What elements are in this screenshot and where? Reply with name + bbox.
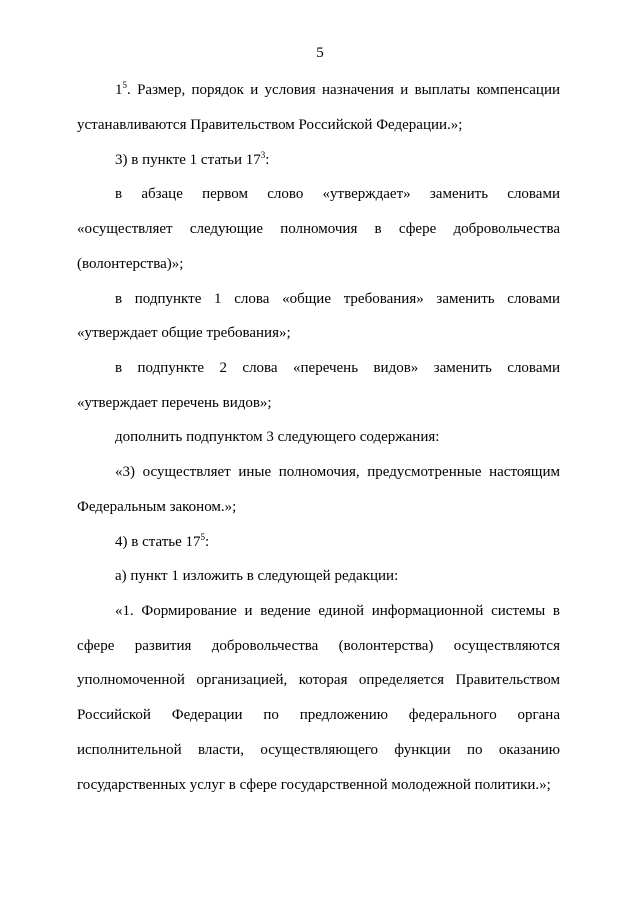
paragraph-line <box>115 185 560 203</box>
paragraph-line <box>77 324 560 342</box>
paragraph-line <box>115 463 560 481</box>
page-number: 5 <box>316 45 324 61</box>
line-text: Федеральным законом.»; <box>77 499 237 515</box>
line-text: а) пункт 1 изложить в следующей редакции: <box>115 568 399 584</box>
line-text: в абзаце первом слово «утверждает» заменить словами <box>115 186 560 202</box>
line-text: : <box>205 534 210 550</box>
line-text: «1. Формирование и ведение единой информационной системы в <box>115 603 560 619</box>
paragraph-line <box>115 151 560 169</box>
superscript: 5 <box>200 532 206 542</box>
line-text: «утверждает перечень видов»; <box>77 395 272 411</box>
paragraph-line <box>115 359 560 377</box>
paragraph-line <box>115 428 560 446</box>
line-text: . Размер, порядок и условия назначения и выплаты компенсации <box>127 82 560 98</box>
paragraph-line <box>77 116 560 134</box>
line-text: Российской Федерации по предложению федерального органа <box>77 707 560 723</box>
paragraph-line <box>77 255 560 273</box>
superscript: 3 <box>260 150 266 160</box>
line-text: в подпункте 1 слова «общие требования» заменить словами <box>115 291 560 307</box>
paragraph-line <box>115 533 560 551</box>
paragraph-line <box>77 741 560 759</box>
paragraph-line <box>77 637 560 655</box>
line-text: дополнить подпунктом 3 следующего содержания: <box>115 429 440 445</box>
line-text: исполнительной власти, осуществляющего функции по оказанию <box>77 742 560 758</box>
line-text: «осуществляет следующие полномочия в сфере добровольчества <box>77 221 560 237</box>
line-text: уполномоченной организацией, которая определяется Правительством <box>77 672 560 688</box>
line-text: «утверждает общие требования»; <box>77 325 291 341</box>
line-prefix: 4) в статье 17 <box>115 534 201 550</box>
paragraph-line <box>77 706 560 724</box>
paragraph-line <box>115 81 560 99</box>
paragraph-line <box>77 498 560 516</box>
line-text: (волонтерства)»; <box>77 256 184 272</box>
line-text: государственных услуг в сфере государственной молодежной политики.»; <box>77 777 551 793</box>
line-text: в подпункте 2 слова «перечень видов» заменить словами <box>115 360 560 376</box>
paragraph-line <box>77 671 560 689</box>
line-text: сфере развития добровольчества (волонтерства) осуществляются <box>77 638 560 654</box>
paragraph-line <box>115 290 560 308</box>
paragraph-line <box>115 602 560 620</box>
paragraph-line <box>77 394 560 412</box>
superscript: 5 <box>122 80 127 90</box>
line-prefix: 1 <box>115 82 123 98</box>
line-text: «3) осуществляет иные полномочия, предусмотренные настоящим <box>115 464 560 480</box>
paragraph-line <box>77 220 560 238</box>
line-text: : <box>265 152 270 168</box>
line-text: устанавливаются Правительством Российской Федерации.»; <box>77 117 463 133</box>
line-prefix: 3) в пункте 1 статьи 17 <box>115 152 261 168</box>
paragraph-line <box>77 776 560 794</box>
paragraph-line <box>115 567 560 585</box>
